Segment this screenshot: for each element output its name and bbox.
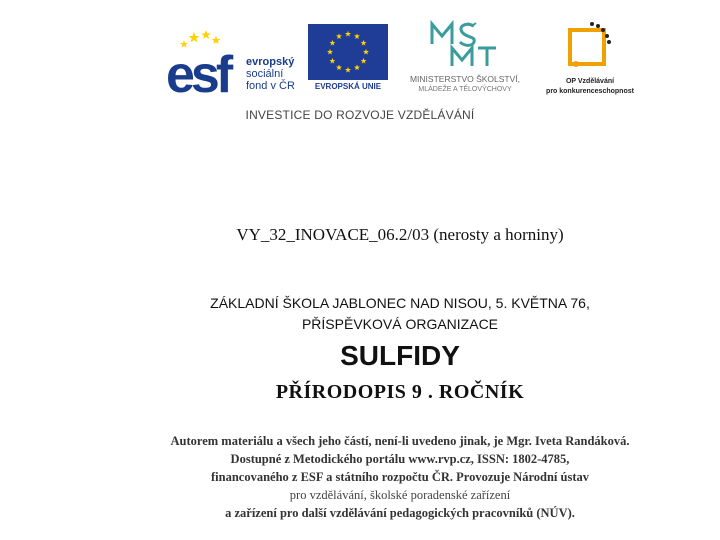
msmt-mark-icon (428, 20, 500, 70)
esf-line-3: fond v ČR (246, 80, 295, 92)
esf-wordmark (246, 56, 295, 92)
material-code: VY_32_INOVACE_06.2/03 (nerosty a horniny) (236, 225, 564, 244)
school-name-line-2: PŘÍSPĚVKOVÁ ORGANIZACE (301, 316, 499, 332)
op-line-1: OP Vzdělávání (565, 78, 615, 85)
esf-mark-icon (164, 26, 242, 98)
author-line-2: Dostupné z Metodického portálu www.rvp.cz, ISSN: 1802-4785, (230, 452, 570, 466)
esf-line-1: evropský (246, 56, 295, 68)
investment-tagline: INVESTICE DO ROZVOJE VZDĚLÁVÁNÍ (245, 108, 475, 122)
page-title: SULFIDY (340, 340, 460, 371)
school-name-line-1: ZÁKLADNÍ ŠKOLA JABLONEC NAD NISOU, 5. KVĚTNA 76, (210, 295, 590, 311)
msmt-line-1: MINISTERSTVO ŠKOLSTVÍ, (409, 74, 521, 84)
author-line-5: a zařízení pro další vzdělávání pedagogických pracovníků (NÚV). (225, 506, 575, 520)
msmt-line-2: MLÁDEŽE A TĚLOVÝCHOVY (418, 86, 512, 93)
logo-strip (160, 18, 640, 102)
author-line-1: Autorem materiálu a všech jeho částí, není-li uvedeno jinak, je Mgr. Iveta Randáková. (170, 434, 630, 448)
author-credits (100, 432, 700, 522)
op-line-2: pro konkurenceschopnost (546, 88, 634, 95)
esf-line-2: sociální (246, 68, 284, 80)
author-line-3: financovaného z ESF a státního rozpočtu ČR. Provozuje Národní ústav (210, 470, 590, 484)
subject-grade: PŘÍRODOPIS 9 . ROČNÍK (275, 381, 525, 403)
op-mark-icon (562, 20, 614, 78)
eu-flag-icon (308, 24, 388, 80)
author-line-4: pro vzdělávání, školské poradenské zařízení (289, 488, 511, 502)
msmt-logo (394, 20, 536, 102)
eu-label: EVROPSKÁ UNIE (314, 82, 382, 91)
eu-logo (308, 24, 388, 98)
svg-text:esf: esf (166, 46, 230, 98)
esf-logo (164, 22, 304, 102)
op-logo (540, 20, 640, 102)
